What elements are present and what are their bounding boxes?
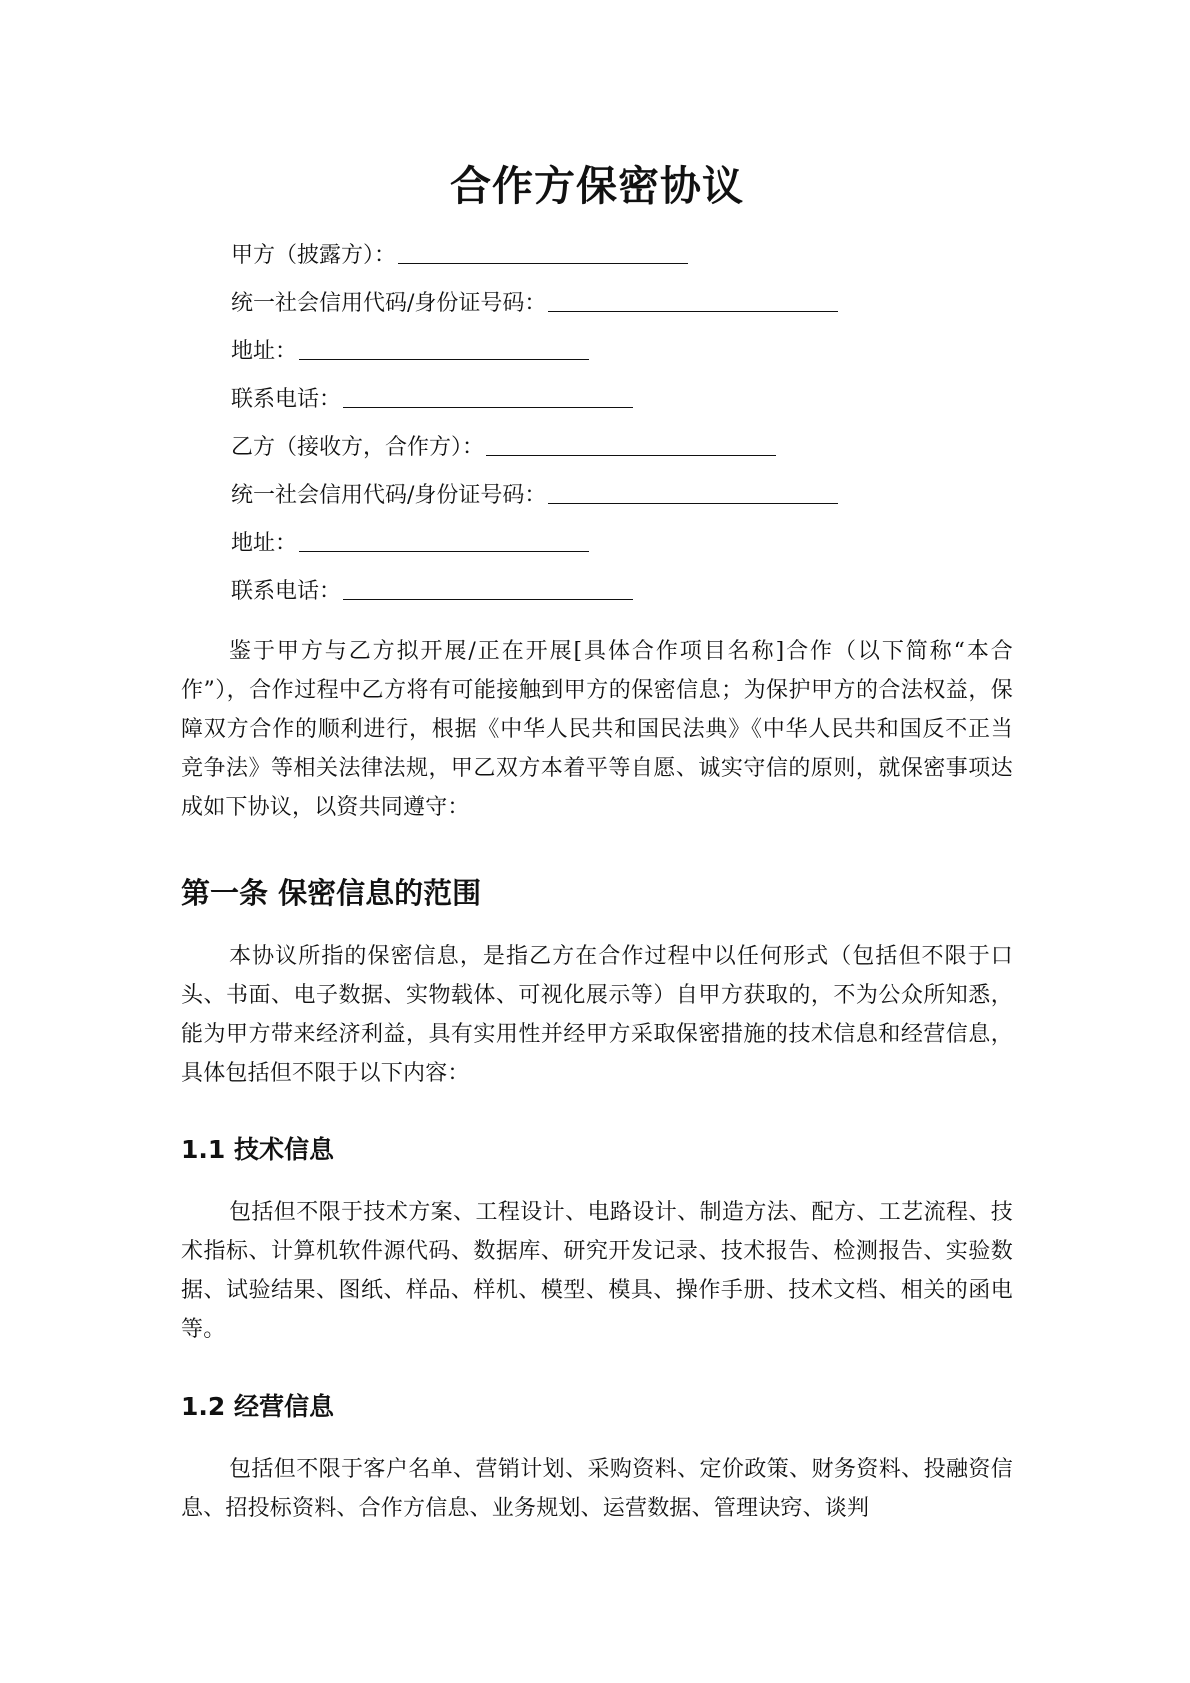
section-1-2-heading: 1.2 经营信息 xyxy=(181,1392,334,1421)
party-b-phone-blank[interactable] xyxy=(343,575,633,600)
party-a-address-blank[interactable] xyxy=(299,335,589,360)
party-a-address-field xyxy=(231,335,1013,383)
party-a-address-label: 地址： xyxy=(231,339,298,364)
party-b-address-label: 地址： xyxy=(231,531,298,556)
section-1-1-heading: 1.1 技术信息 xyxy=(181,1135,334,1164)
party-a-code-label: 统一社会信用代码/身份证号码： xyxy=(231,291,547,316)
party-a-phone-field xyxy=(231,383,1013,431)
party-a-phone-blank[interactable] xyxy=(343,383,633,408)
article-1-heading: 第一条 保密信息的范围 xyxy=(181,876,482,910)
party-b-name-label: 乙方（接收方，合作方）： xyxy=(231,435,485,460)
party-a-code-blank[interactable] xyxy=(548,287,838,312)
party-b-address-blank[interactable] xyxy=(299,527,589,552)
document-page xyxy=(181,0,1013,1683)
section-1-1-paragraph: 包括但不限于技术方案、工程设计、电路设计、制造方法、配方、工艺流程、技术指标、计算机软件源代码、数据库、研究开发记录、技术报告、检测报告、实验数据、试验结果、图纸、样品、样机、模型、模具、操作手册、技术文档、相关的函电等。 xyxy=(181,1200,1013,1342)
party-b-phone-label: 联系电话： xyxy=(231,579,342,604)
party-a-name-label: 甲方（披露方）： xyxy=(231,243,397,268)
party-b-code-label: 统一社会信用代码/身份证号码： xyxy=(231,483,547,508)
party-b-address-field xyxy=(231,527,1013,575)
party-a-name-blank[interactable] xyxy=(398,239,688,264)
party-b-name-blank[interactable] xyxy=(486,431,776,456)
intro-paragraph: 鉴于甲方与乙方拟开展/正在开展[具体合作项目名称]合作（以下简称“本合作”），合作过程中乙方将有可能接触到甲方的保密信息；为保护甲方的合法权益，保障双方合作的顺利进行，根据《中华人民共和国民法典》《中华人民共和国反不正当竞争法》等相关法律法规，甲乙双方本着平等自愿、诚实守信的原则，就保密事项达成如下协议，以资共同遵守： xyxy=(181,639,1013,820)
party-a-code-field xyxy=(231,287,1013,335)
party-info-fields xyxy=(231,239,1013,623)
party-b-code-field xyxy=(231,479,1013,527)
section-1-2-paragraph: 包括但不限于客户名单、营销计划、采购资料、定价政策、财务资料、投融资信息、招投标资料、合作方信息、业务规划、运营数据、管理诀窍、谈判 xyxy=(181,1457,1013,1521)
article-1-paragraph: 本协议所指的保密信息，是指乙方在合作过程中以任何形式（包括但不限于口头、书面、电子数据、实物载体、可视化展示等）自甲方获取的，不为公众所知悉，能为甲方带来经济利益，具有实用性并经甲方采取保密措施的技术信息和经营信息，具体包括但不限于以下内容： xyxy=(181,944,1013,1086)
party-b-code-blank[interactable] xyxy=(548,479,838,504)
party-a-phone-label: 联系电话： xyxy=(231,387,342,412)
party-b-name-field xyxy=(231,431,1013,479)
party-a-name-field xyxy=(231,239,1013,287)
document-title: 合作方保密协议 xyxy=(450,162,744,210)
party-b-phone-field xyxy=(231,575,1013,623)
